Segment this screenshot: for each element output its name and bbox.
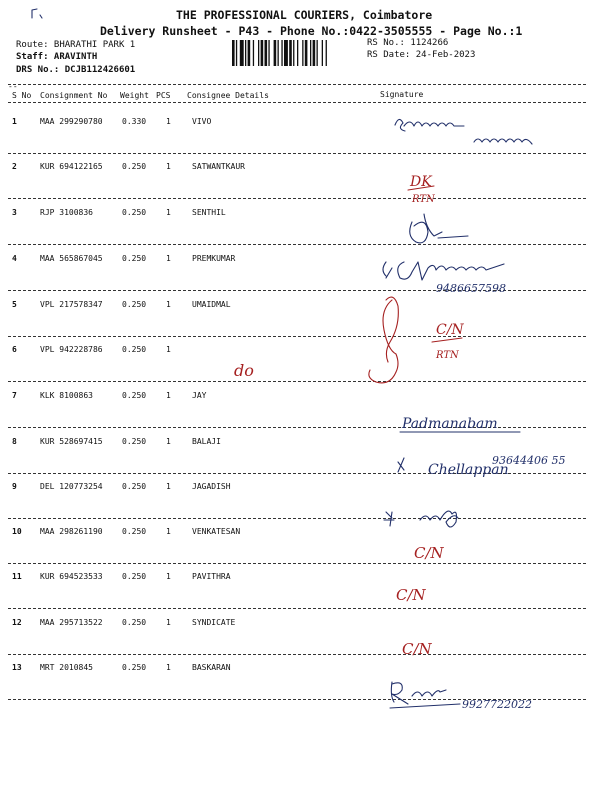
row-consignee: SENTHIL	[192, 208, 226, 217]
signature-row-4	[383, 262, 506, 295]
row-consignee: UMAIDMAL	[192, 300, 231, 309]
svg-text:do: do	[234, 361, 254, 380]
rs-date: RS Date: 24-Feb-2023	[367, 50, 476, 60]
row-consignment: DEL 120773254	[40, 482, 103, 491]
svg-text:C/N: C/N	[402, 640, 432, 658]
svg-text:Padmanabam: Padmanabam	[402, 416, 498, 432]
ditto-mark-row-6	[234, 361, 254, 380]
row-sno: 5	[12, 300, 17, 309]
rs-number: RS No.: 1124266	[367, 38, 449, 48]
row-weight: 0.330	[122, 117, 147, 126]
col-consignee: Consignee Details	[187, 91, 269, 100]
col-weight: Weight	[120, 91, 149, 100]
row-weight: 0.250	[122, 162, 147, 171]
signature-row-8	[398, 454, 565, 478]
row-consignee: PAVITHRA	[192, 572, 231, 581]
row-sno: 8	[12, 437, 17, 446]
row-pcs: 1	[166, 254, 171, 263]
svg-text:9927722022: 9927722022	[462, 698, 532, 711]
svg-text:C/N: C/N	[396, 586, 426, 604]
row-consignee: BASKARAN	[192, 663, 231, 672]
row-consignment: KUR 528697415	[40, 437, 103, 446]
row-consignment: MRT 2010845	[40, 663, 93, 672]
return-mark-row-2	[408, 174, 436, 205]
row-sno: 9	[12, 482, 17, 491]
drs-number: DRS No.: DCJB112426601	[16, 65, 136, 75]
row-sno: 4	[12, 254, 17, 263]
row-consignment: VPL 217578347	[40, 300, 103, 309]
row-pcs: 1	[166, 437, 171, 446]
row-weight: 0.250	[122, 300, 147, 309]
row-pcs: 1	[166, 345, 171, 354]
row-sno: 7	[12, 391, 17, 400]
col-consignment: Consignment No	[40, 91, 108, 100]
row-consignee: SATWANTKAUR	[192, 162, 245, 171]
row-consignee: BALAJI	[192, 437, 221, 446]
row-weight: 0.250	[122, 437, 147, 446]
svg-text:93644406 55: 93644406 55	[492, 454, 566, 467]
row-sno: 2	[12, 162, 17, 171]
row-sno: 1	[12, 117, 17, 126]
row-pcs: 1	[166, 572, 171, 581]
row-weight: 0.250	[122, 391, 147, 400]
row-sno: 11	[12, 572, 22, 581]
row-consignment: MAA 298261190	[40, 527, 103, 536]
row-pcs: 1	[166, 208, 171, 217]
svg-text:DK: DK	[410, 174, 432, 190]
row-pcs: 1	[166, 162, 171, 171]
row-consignment: MAA 565867045	[40, 254, 103, 263]
row-sno: 13	[12, 663, 22, 672]
row-consignment: MAA 299290780	[40, 117, 103, 126]
svg-text:C/N: C/N	[414, 544, 444, 562]
row-weight: 0.250	[122, 572, 147, 581]
col-sno: S No	[12, 91, 32, 100]
svg-text:RTN: RTN	[412, 194, 435, 205]
signature-row-3	[410, 214, 468, 243]
row-consignee: SYNDICATE	[192, 618, 236, 627]
row-weight: 0.250	[122, 618, 147, 627]
row-consignment: KLK 8100863	[40, 391, 93, 400]
staff-info: Staff: ARAVINTH	[16, 52, 98, 62]
row-consignment: RJP 3100836	[40, 208, 93, 217]
cln-mark-row-11	[396, 586, 427, 604]
row-consignment: KUR 694122165	[40, 162, 103, 171]
row-pcs: 1	[166, 618, 171, 627]
row-weight: 0.250	[122, 482, 147, 491]
svg-text:Chellappan: Chellappan	[428, 462, 509, 478]
runsheet-title: Delivery Runsheet - P43 - Phone No.:0422-3505555 - Page No.:1	[100, 24, 523, 38]
row-consignee: PREMKUMAR	[192, 254, 236, 263]
col-signature: Signature	[380, 90, 424, 99]
col-pcs: PCS	[156, 91, 171, 100]
row-sno: 12	[12, 618, 22, 627]
row-consignment: MAA 295713522	[40, 618, 103, 627]
row-weight: 0.250	[122, 208, 147, 217]
row-pcs: 1	[166, 482, 171, 491]
row-sno: 10	[12, 527, 22, 536]
header-dashes-mark: --	[8, 82, 18, 91]
cln-mark-row-12	[402, 640, 433, 658]
row-weight: 0.250	[122, 527, 147, 536]
row-weight: 0.250	[122, 254, 147, 263]
row-consignee: JAY	[192, 391, 207, 400]
row-consignee: VENKATESAN	[192, 527, 241, 536]
row-consignment: VPL 942228786	[40, 345, 103, 354]
row-pcs: 1	[166, 527, 171, 536]
row-consignee: VIVO	[192, 117, 212, 126]
row-sno: 3	[12, 208, 17, 217]
row-pcs: 1	[166, 663, 171, 672]
signature-row-13	[390, 682, 532, 711]
signature-row-9	[384, 511, 458, 527]
row-sno: 6	[12, 345, 17, 354]
row-weight: 0.250	[122, 345, 147, 354]
row-consignment: KUR 694523533	[40, 572, 103, 581]
svg-text:C/N: C/N	[436, 322, 464, 338]
signature-row-1	[395, 119, 532, 144]
signature-row-7	[400, 416, 520, 432]
row-pcs: 1	[166, 300, 171, 309]
svg-text:9486657598: 9486657598	[436, 282, 506, 295]
row-weight: 0.250	[122, 663, 147, 672]
route-info: Route: BHARATHI PARK 1	[16, 40, 136, 50]
cln-mark-row-10	[414, 544, 445, 562]
row-pcs: 1	[166, 117, 171, 126]
svg-text:RTN: RTN	[436, 350, 459, 361]
return-mark-row-5	[369, 297, 465, 383]
row-consignee: JAGADISH	[192, 482, 231, 491]
company-title: THE PROFESSIONAL COURIERS, Coimbatore	[176, 8, 433, 22]
row-pcs: 1	[166, 391, 171, 400]
